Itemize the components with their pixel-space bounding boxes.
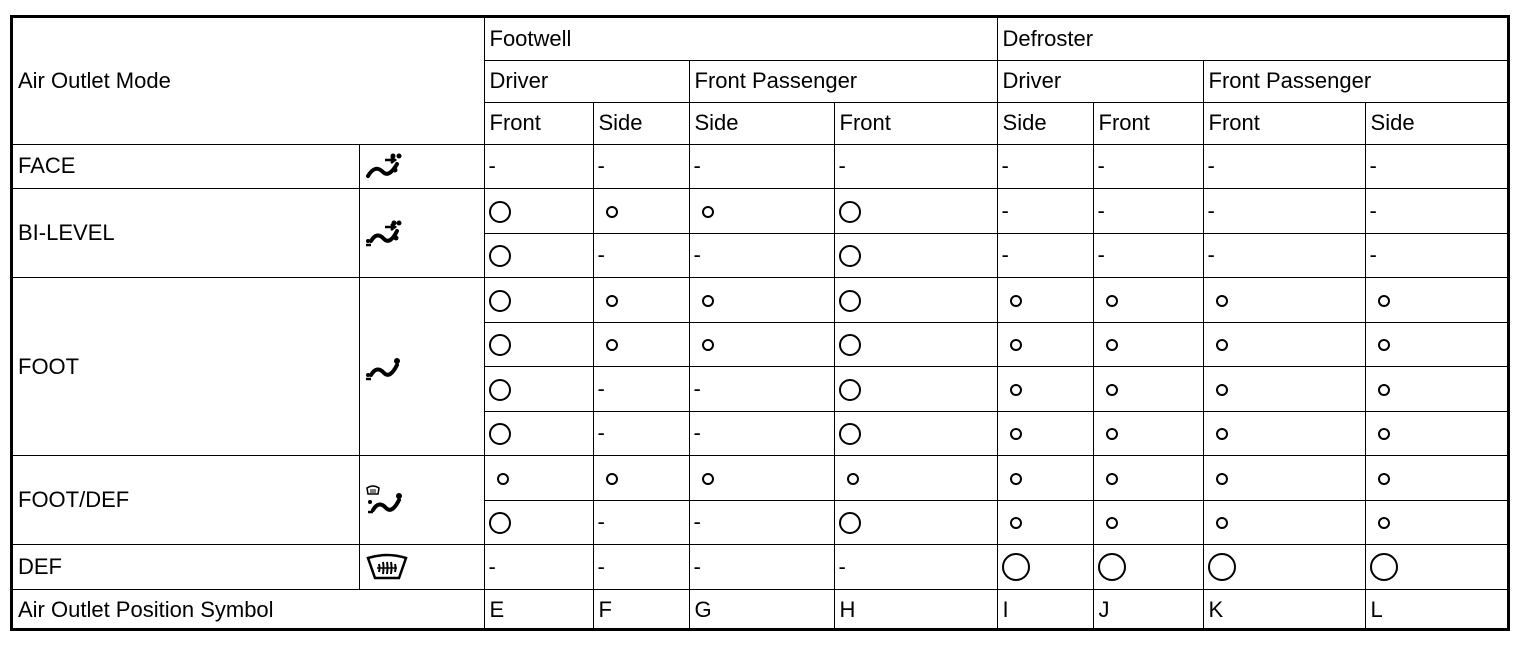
large-circle-cell — [834, 500, 997, 545]
face-vent-icon — [359, 144, 484, 189]
position-symbol-label: Air Outlet Position Symbol — [13, 589, 484, 631]
footwell-header: Footwell — [484, 18, 997, 60]
small-circle-icon — [1378, 517, 1390, 529]
none-dash-cell: - — [689, 411, 834, 456]
large-circle-icon — [489, 379, 511, 401]
large-circle-icon — [489, 245, 511, 267]
position-header: Front — [1093, 102, 1203, 144]
none-dash-cell: - — [484, 545, 593, 590]
none-dash-cell: - — [1093, 189, 1203, 234]
small-circle-icon — [606, 295, 618, 307]
small-circle-icon — [1106, 339, 1118, 351]
small-circle-cell — [689, 189, 834, 234]
small-circle-icon — [1010, 339, 1022, 351]
defrost-icon — [359, 545, 484, 590]
small-circle-icon — [1010, 473, 1022, 485]
position-symbol: L — [1365, 589, 1507, 631]
large-circle-cell — [834, 189, 997, 234]
position-symbol: G — [689, 589, 834, 631]
bilevel-vent-icon — [359, 189, 484, 278]
small-circle-icon — [1010, 384, 1022, 396]
small-circle-icon — [1216, 339, 1228, 351]
small-circle-cell — [997, 456, 1093, 501]
extra-large-circle-cell — [1365, 545, 1507, 590]
large-circle-icon — [839, 290, 861, 312]
none-dash-cell: - — [593, 144, 689, 189]
mode-name: FOOT/DEF — [13, 456, 359, 545]
mode-name: FOOT — [13, 278, 359, 456]
large-circle-icon — [839, 245, 861, 267]
small-circle-cell — [689, 322, 834, 367]
small-circle-cell — [593, 189, 689, 234]
defroster-header: Defroster — [997, 18, 1507, 60]
position-symbol: F — [593, 589, 689, 631]
position-header: Side — [689, 102, 834, 144]
none-dash-cell: - — [689, 500, 834, 545]
small-circle-cell — [1203, 367, 1365, 412]
small-circle-icon — [1378, 428, 1390, 440]
small-circle-cell — [1365, 500, 1507, 545]
large-circle-cell — [484, 233, 593, 278]
small-circle-cell — [689, 278, 834, 323]
table-row — [13, 189, 1507, 234]
small-circle-icon — [702, 206, 714, 218]
large-circle-cell — [484, 322, 593, 367]
defroster-front-passenger-header: Front Passenger — [1203, 60, 1507, 102]
small-circle-cell — [1365, 367, 1507, 412]
small-circle-icon — [1378, 295, 1390, 307]
small-circle-cell — [997, 278, 1093, 323]
extra-large-circle-icon — [1098, 553, 1126, 581]
small-circle-cell — [1093, 411, 1203, 456]
small-circle-cell — [1365, 278, 1507, 323]
extra-large-circle-icon — [1208, 553, 1236, 581]
small-circle-icon — [1010, 428, 1022, 440]
position-symbol: I — [997, 589, 1093, 631]
small-circle-icon — [1216, 473, 1228, 485]
large-circle-icon — [839, 334, 861, 356]
none-dash-cell: - — [1203, 144, 1365, 189]
large-circle-cell — [484, 278, 593, 323]
small-circle-icon — [1106, 295, 1118, 307]
large-circle-icon — [489, 512, 511, 534]
none-dash-cell: - — [484, 144, 593, 189]
small-circle-cell — [997, 411, 1093, 456]
none-dash-cell: - — [997, 144, 1093, 189]
none-dash-cell: - — [593, 500, 689, 545]
none-dash-cell: - — [997, 189, 1093, 234]
table-row — [13, 545, 1507, 590]
small-circle-icon — [606, 339, 618, 351]
mode-name: DEF — [13, 545, 359, 590]
large-circle-cell — [484, 189, 593, 234]
large-circle-cell — [834, 411, 997, 456]
none-dash-cell: - — [834, 545, 997, 590]
small-circle-icon — [1010, 295, 1022, 307]
small-circle-icon — [702, 339, 714, 351]
none-dash-cell: - — [997, 233, 1093, 278]
none-dash-cell: - — [1365, 233, 1507, 278]
position-symbol: J — [1093, 589, 1203, 631]
small-circle-icon — [497, 473, 509, 485]
large-circle-icon — [489, 201, 511, 223]
table-row — [13, 144, 1507, 189]
none-dash-cell: - — [1203, 233, 1365, 278]
position-symbol: E — [484, 589, 593, 631]
extra-large-circle-cell — [1203, 545, 1365, 590]
small-circle-cell — [1365, 456, 1507, 501]
small-circle-cell — [997, 367, 1093, 412]
small-circle-cell — [1093, 367, 1203, 412]
mode-name: BI-LEVEL — [13, 189, 359, 278]
position-symbol-row — [13, 589, 1507, 631]
small-circle-cell — [1203, 456, 1365, 501]
position-header: Front — [484, 102, 593, 144]
small-circle-icon — [1378, 339, 1390, 351]
small-circle-icon — [1106, 517, 1118, 529]
small-circle-icon — [1216, 295, 1228, 307]
small-circle-cell — [593, 456, 689, 501]
air-outlet-mode-header: Air Outlet Mode — [13, 18, 484, 144]
none-dash-cell: - — [1093, 144, 1203, 189]
small-circle-icon — [1378, 473, 1390, 485]
large-circle-icon — [489, 290, 511, 312]
small-circle-cell — [1203, 411, 1365, 456]
small-circle-icon — [606, 473, 618, 485]
air-outlet-table — [10, 15, 1510, 631]
large-circle-icon — [839, 512, 861, 534]
small-circle-icon — [1010, 517, 1022, 529]
large-circle-icon — [839, 423, 861, 445]
footwell-driver-header: Driver — [484, 60, 689, 102]
large-circle-cell — [834, 367, 997, 412]
position-header: Front — [1203, 102, 1365, 144]
extra-large-circle-cell — [997, 545, 1093, 590]
small-circle-icon — [702, 295, 714, 307]
small-circle-icon — [1106, 384, 1118, 396]
none-dash-cell: - — [689, 144, 834, 189]
small-circle-cell — [1365, 411, 1507, 456]
large-circle-icon — [839, 201, 861, 223]
none-dash-cell: - — [1203, 189, 1365, 234]
small-circle-icon — [702, 473, 714, 485]
small-circle-icon — [606, 206, 618, 218]
none-dash-cell: - — [689, 233, 834, 278]
small-circle-cell — [1203, 500, 1365, 545]
small-circle-icon — [1216, 428, 1228, 440]
position-header: Side — [997, 102, 1093, 144]
extra-large-circle-icon — [1002, 553, 1030, 581]
small-circle-cell — [1203, 322, 1365, 367]
large-circle-icon — [489, 423, 511, 445]
position-symbol: K — [1203, 589, 1365, 631]
large-circle-cell — [834, 233, 997, 278]
small-circle-icon — [1106, 473, 1118, 485]
small-circle-cell — [1093, 322, 1203, 367]
footwell-front-passenger-header: Front Passenger — [689, 60, 997, 102]
none-dash-cell: - — [834, 144, 997, 189]
mode-name: FACE — [13, 144, 359, 189]
small-circle-icon — [847, 473, 859, 485]
large-circle-cell — [834, 278, 997, 323]
small-circle-cell — [997, 500, 1093, 545]
none-dash-cell: - — [689, 545, 834, 590]
large-circle-icon — [839, 379, 861, 401]
small-circle-icon — [1216, 517, 1228, 529]
none-dash-cell: - — [1365, 144, 1507, 189]
small-circle-cell — [1203, 278, 1365, 323]
large-circle-icon — [489, 334, 511, 356]
small-circle-icon — [1378, 384, 1390, 396]
small-circle-cell — [997, 322, 1093, 367]
none-dash-cell: - — [593, 545, 689, 590]
position-header: Side — [593, 102, 689, 144]
none-dash-cell: - — [1093, 233, 1203, 278]
none-dash-cell: - — [689, 367, 834, 412]
large-circle-cell — [484, 367, 593, 412]
large-circle-cell — [834, 322, 997, 367]
small-circle-cell — [593, 278, 689, 323]
position-header: Side — [1365, 102, 1507, 144]
large-circle-cell — [484, 500, 593, 545]
position-symbol: H — [834, 589, 997, 631]
extra-large-circle-icon — [1370, 553, 1398, 581]
small-circle-cell — [593, 322, 689, 367]
extra-large-circle-cell — [1093, 545, 1203, 590]
large-circle-cell — [484, 411, 593, 456]
position-header: Front — [834, 102, 997, 144]
small-circle-cell — [1093, 456, 1203, 501]
foot-vent-icon — [359, 278, 484, 456]
none-dash-cell: - — [1365, 189, 1507, 234]
table-row — [13, 456, 1507, 501]
none-dash-cell: - — [593, 367, 689, 412]
small-circle-cell — [1093, 278, 1203, 323]
small-circle-icon — [1216, 384, 1228, 396]
foot-defrost-icon — [359, 456, 484, 545]
small-circle-cell — [1365, 322, 1507, 367]
small-circle-cell — [834, 456, 997, 501]
defroster-driver-header: Driver — [997, 60, 1203, 102]
none-dash-cell: - — [593, 411, 689, 456]
small-circle-icon — [1106, 428, 1118, 440]
small-circle-cell — [1093, 500, 1203, 545]
small-circle-cell — [689, 456, 834, 501]
none-dash-cell: - — [593, 233, 689, 278]
table-row — [13, 278, 1507, 323]
small-circle-cell — [484, 456, 593, 501]
